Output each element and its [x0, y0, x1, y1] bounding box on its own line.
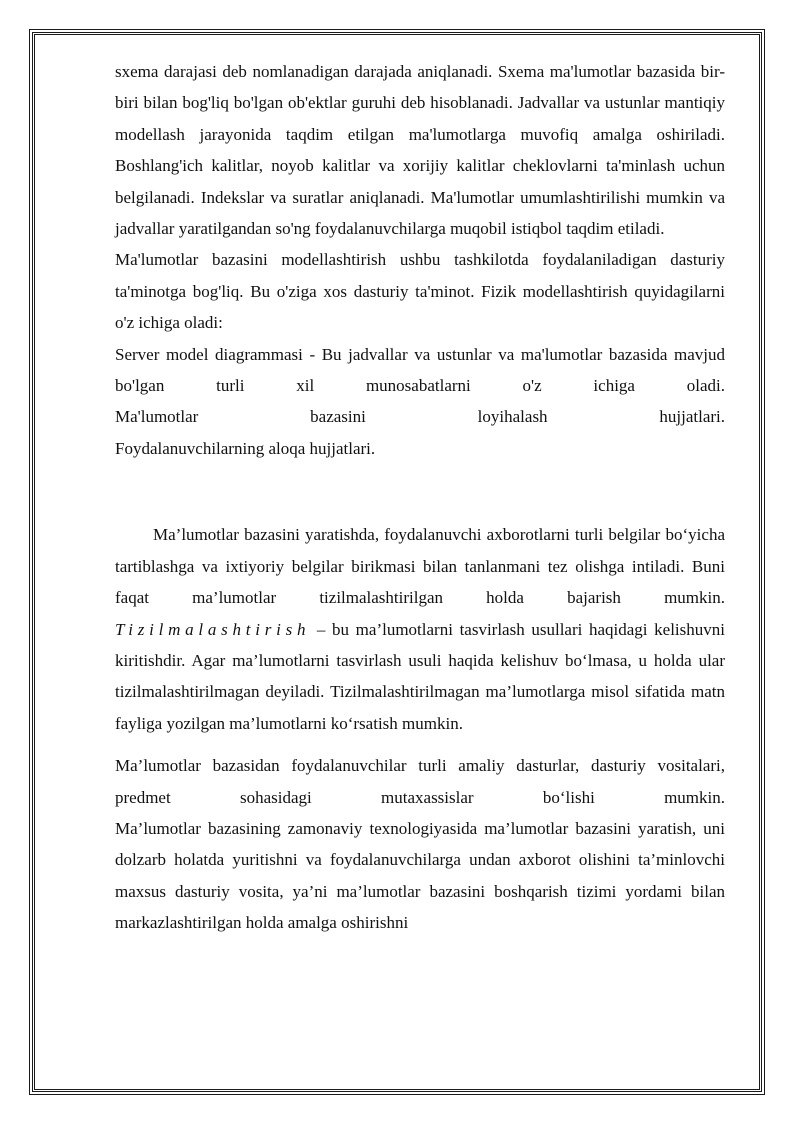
db-users-line: Ma’lumotlar bazasidan foydalanuvchilar turli amaliy dasturlar, dasturiy vositalari, predmet sohasidagi mutaxassislar bo‘lishi mumkin.: [115, 756, 725, 807]
paragraph-schema: sxema darajasi deb nomlanadigan darajada aniqlanadi. Sxema ma'lumotlar bazasida bir-biri bilan bog'liq bo'lgan ob'ektlar guruhi deb hisoblanadi. Jadvallar va ustunlar mantiqiy modellash jarayonida taqdim etilgan ma'lumotlarga muvofiq amalga oshiriladi. Boshlang'ich kalitlar, noyob kalitlar va xorijiy kalitlar cheklovlarni ta'minlash uchun belgilanadi. Indekslar va suratlar aniqlanadi. Ma'lumotlar umumlashtirilishi mumkin va jadvallar yaratilgandan so'ng foydalanuvchilarga muqobil istiqbol taqdim etiladi.: [115, 62, 725, 239]
structuring-text-start: Ma’lumotlar bazasini yaratishda, foydalanuvchi axborotlarni turli belgilar bo‘yicha tartiblashga va ixtiyoriy belgilar birikmasi bilan tanlanmani tez olishga intiladi. Buni faqat ma’lumotlar tizilmalashtirilgan holda bajarish mumkin.: [115, 525, 725, 608]
paragraph-modeling: Ma'lumotlar bazasini modellashtirish ushbu tashkilotda foydalaniladigan dasturiy ta'minotga bog'liq. Bu o'ziga xos dasturiy ta'minot. Fizik modellashtirish quyidagilarni o'z ichiga oladi:: [115, 250, 725, 333]
structuring-term: Tizilmalashtirish: [115, 619, 311, 639]
user-docs-line: Foydalanuvchilarning aloqa hujjatlari.: [115, 438, 376, 458]
db-technology-text: Ma’lumotlar bazasining zamonaviy texnologiyasida ma’lumotlar bazasini yaratish, uni dolzarb holatda yuritishni va foydalanuvchilarga undan axborot olishini ta’minlovchi maxsus dasturiy vosita, ya’ni ma’lumotlar bazasini boshqarish tizimi yordami bilan markazlashtirilgan holda amalga oshirishni: [115, 818, 725, 933]
server-model-line: Server model diagrammasi - Bu jadvallar va ustunlar va ma'lumotlar bazasida mavjud bo'lgan turli xil munosabatlarni o'z ichiga oladi.: [115, 344, 725, 396]
paragraph-structuring: [115, 519, 725, 739]
paragraph-db-users: [115, 750, 725, 938]
paragraph-physical-model: [115, 339, 725, 465]
structuring-text-end: – bu ma’lumotlarni tasvirlash usullari haqidagi kelishuvni kiritishdir. Agar ma’lumotlarni tasvirlash usuli haqida kelishuv bo‘lmasa, u holda ular tizilmalashtirilmagan deyiladi. Tizilmalashtirilmagan ma’lumotlarga misol sifatida matn fayliga yozilgan ma’lumotlarni ko‘rsatish mumkin.: [115, 619, 725, 733]
design-docs-line: Ma'lumotlar bazasini loyihalash hujjatlari.: [115, 407, 725, 427]
document-body: [115, 56, 725, 939]
paragraph-gap: [115, 739, 725, 750]
section-gap: [115, 464, 725, 519]
